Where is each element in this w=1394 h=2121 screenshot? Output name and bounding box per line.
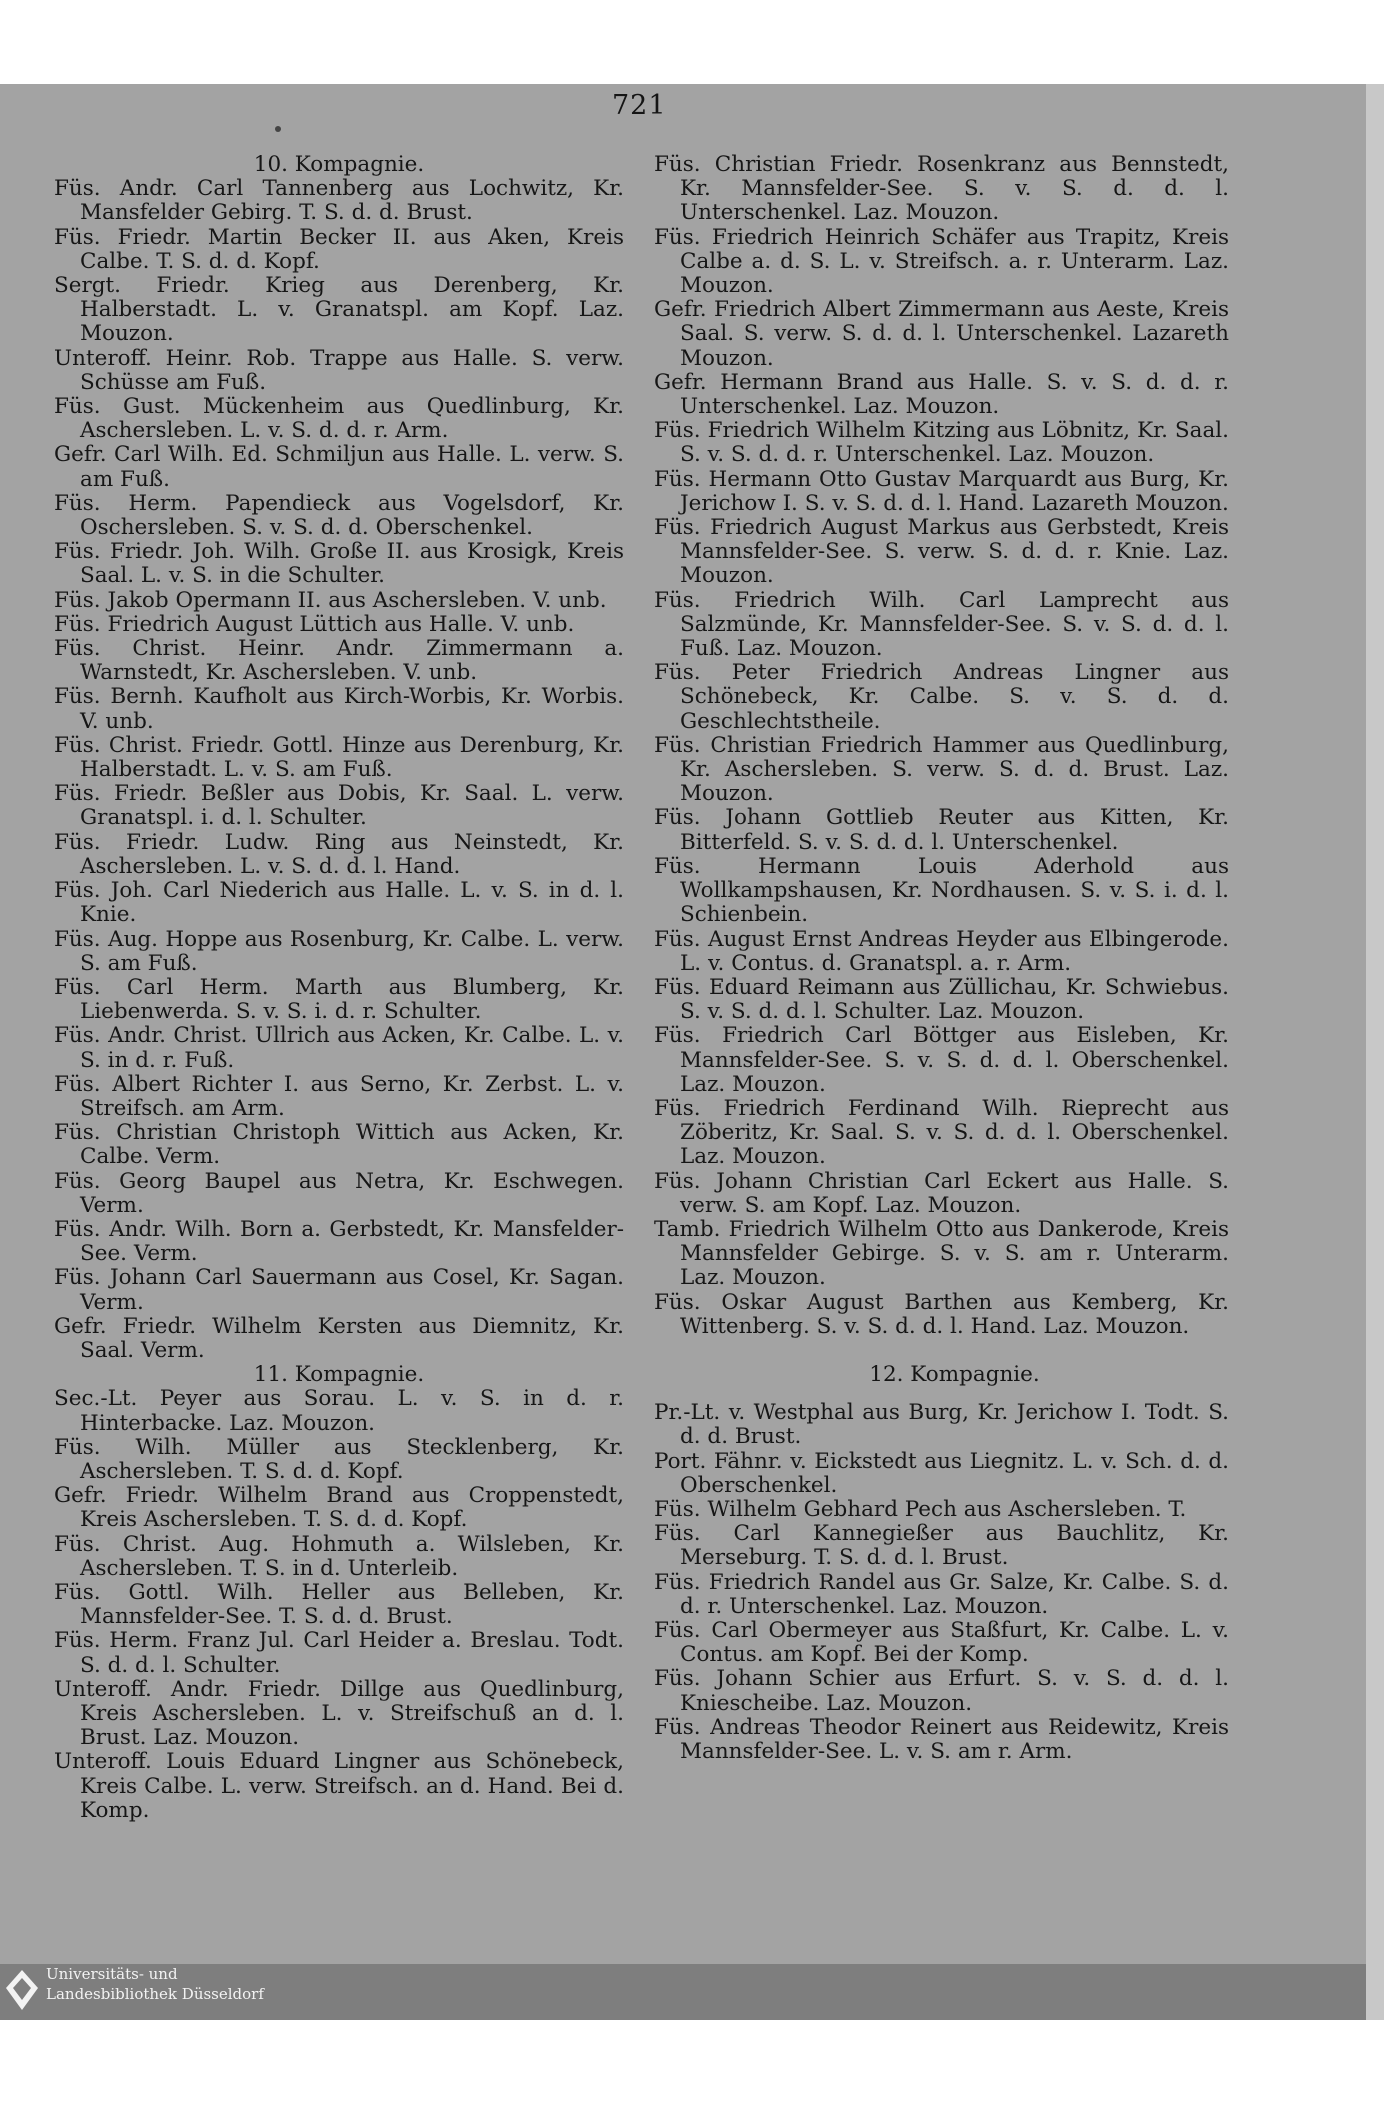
casualty-entry: Füs. Andreas Theodor Reinert aus Reidewitz, Kreis Mannsfelder-See. L. v. S. am r. Arm. [654, 1714, 1229, 1764]
casualty-entry: Füs. Hermann Otto Gustav Marquardt aus Burg, Kr. Jerichow I. S. v. S. d. d. l. Hand. Lazareth Mouzon. [654, 466, 1229, 516]
casualty-entry: Füs. August Ernst Andreas Heyder aus Elbingerode. L. v. Contus. d. Granatspl. a. r. Arm. [654, 926, 1229, 976]
casualty-entry: Füs. Friedrich Wilh. Carl Lamprecht aus Salzmünde, Kr. Mannsfelder-See. S. v. S. d. d. l. Fuß. Laz. Mouzon. [654, 587, 1229, 662]
section-heading: 10. Kompagnie. [253, 152, 425, 177]
casualty-entry: Füs. Johann Schier aus Erfurt. S. v. S. d. d. l. Kniescheibe. Laz. Mouzon. [654, 1666, 1229, 1716]
casualty-entry: Gefr. Friedrich Albert Zimmermann aus Aeste, Kreis Saal. S. verw. S. d. d. l. Unterschenkel. Lazareth Mouzon. [654, 297, 1229, 371]
library-name [46, 1964, 264, 2004]
page-number: 721 [612, 90, 667, 121]
casualty-entry: Füs. Wilh. Müller aus Stecklenberg, Kr. Aschersleben. T. S. d. d. Kopf. [54, 1434, 624, 1484]
casualty-entry: Sergt. Friedr. Krieg aus Derenberg, Kr. Halberstadt. L. v. Granatspl. am Kopf. Laz. Mouzon. [54, 273, 624, 347]
casualty-entry: Füs. Christ. Aug. Hohmuth a. Wilsleben, Kr. Aschersleben. T. S. in d. Unterleib. [54, 1531, 624, 1581]
casualty-entry: Füs. Friedr. Ludw. Ring aus Neinstedt, Kr. Aschersleben. L. v. S. d. d. l. Hand. [54, 829, 624, 879]
casualty-entry: Füs. Carl Kannegießer aus Bauchlitz, Kr. Merseburg. T. S. d. d. l. Brust. [654, 1521, 1229, 1571]
casualty-entry: Füs. Andr. Wilh. Born a. Gerbstedt, Kr. Mansfelder-See. Verm. [54, 1216, 624, 1267]
casualty-entry: Füs. Herm. Franz Jul. Carl Heider a. Breslau. Todt. S. d. d. l. Schulter. [54, 1628, 624, 1678]
casualty-entry: Füs. Christ. Friedr. Gottl. Hinze aus Derenburg, Kr. Halberstadt. L. v. S. am Fuß. [54, 732, 624, 783]
section-heading: 12. Kompagnie. [869, 1361, 1040, 1387]
casualty-entry: Füs. Friedr. Martin Becker II. aus Aken, Kreis Calbe. T. S. d. d. Kopf. [54, 224, 624, 274]
casualty-entry: Gefr. Friedr. Wilhelm Brand aus Croppenstedt, Kreis Aschersleben. T. S. d. d. Kopf. [54, 1483, 624, 1533]
casualty-entry: Pr.-Lt. v. Westphal aus Burg, Kr. Jerichow I. Todt. S. d. d. Brust. [654, 1400, 1229, 1450]
casualty-entry: Füs. Wilhelm Gebhard Pech aus Aschersleben. T. [654, 1496, 1187, 1522]
casualty-entry: Füs. Bernh. Kaufholt aus Kirch-Worbis, Kr. Worbis. V. unb. [54, 684, 624, 734]
casualty-entry: Füs. Friedrich Randel aus Gr. Salze, Kr. Calbe. S. d. d. r. Unterschenkel. Laz. Mouzon. [654, 1569, 1229, 1619]
left-column [54, 153, 624, 1823]
casualty-entry: Füs. Friedrich August Lüttich aus Halle. V. unb. [54, 611, 575, 637]
casualty-entry: Füs. Johann Christian Carl Eckert aus Halle. S. verw. S. am Kopf. Laz. Mouzon. [654, 1168, 1229, 1218]
casualty-entry: Füs. Albert Richter I. aus Serno, Kr. Zerbst. L. v. Streifsch. am Arm. [54, 1071, 624, 1121]
casualty-entry: Füs. Eduard Reimann aus Züllichau, Kr. Schwiebus. S. v. S. d. d. l. Schulter. Laz. Mouzon. [654, 974, 1229, 1025]
casualty-entry: Füs. Gottl. Wilh. Heller aus Belleben, Kr. Mannsfelder-See. T. S. d. d. Brust. [54, 1579, 624, 1630]
casualty-entry: Füs. Georg Baupel aus Netra, Kr. Eschwegen. Verm. [54, 1168, 624, 1218]
casualty-entry: Füs. Oskar August Barthen aus Kemberg, Kr. Wittenberg. S. v. S. d. d. l. Hand. Laz. Mouzon. [654, 1289, 1229, 1339]
casualty-entry: Tamb. Friedrich Wilhelm Otto aus Dankerode, Kreis Mannsfelder Gebirge. S. v. S. am r. Unterarm. Laz. Mouzon. [654, 1216, 1229, 1291]
casualty-entry: Füs. Friedrich Ferdinand Wilh. Rieprecht aus Zöberitz, Kr. Saal. S. v. S. d. d. l. Oberschenkel. Laz. Mouzon. [654, 1095, 1229, 1170]
casualty-entry: Füs. Friedrich August Markus aus Gerbstedt, Kreis Mannsfelder-See. S. verw. S. d. d. r. Knie. Laz. Mouzon. [654, 515, 1229, 589]
library-name-line-1: Universitäts- und [46, 1965, 178, 1983]
casualty-entry: Füs. Gust. Mückenheim aus Quedlinburg, Kr. Aschersleben. L. v. S. d. d. r. Arm. [54, 394, 624, 444]
casualty-entry: Füs. Christian Friedrich Hammer aus Quedlinburg, Kr. Aschersleben. S. verw. S. d. d. Brust. Laz. Mouzon. [654, 732, 1229, 807]
casualty-entry: Füs. Friedr. Joh. Wilh. Große II. aus Krosigk, Kreis Saal. L. v. S. in die Schulter. [54, 539, 624, 589]
casualty-entry: Füs. Andr. Christ. Ullrich aus Acken, Kr. Calbe. L. v. S. in d. r. Fuß. [54, 1023, 624, 1073]
casualty-entry: Füs. Hermann Louis Aderhold aus Wollkampshausen, Kr. Nordhausen. S. v. S. i. d. l. Schienbein. [654, 853, 1229, 928]
casualty-entry: Füs. Joh. Carl Niederich aus Halle. L. v. S. in d. l. Knie. [54, 878, 624, 928]
casualty-entry: Füs. Friedrich Carl Böttger aus Eisleben, Kr. Mannsfelder-See. S. v. S. d. d. l. Oberschenkel. Laz. Mouzon. [654, 1023, 1229, 1097]
casualty-entry: Gefr. Carl Wilh. Ed. Schmiljun aus Halle. L. verw. S. am Fuß. [54, 442, 624, 492]
casualty-entry: Gefr. Friedr. Wilhelm Kersten aus Diemnitz, Kr. Saal. Verm. [54, 1313, 624, 1363]
casualty-entry: Gefr. Hermann Brand aus Halle. S. v. S. d. d. r. Unterschenkel. Laz. Mouzon. [654, 369, 1229, 420]
casualty-entry: Füs. Friedrich Wilhelm Kitzing aus Löbnitz, Kr. Saal. S. v. S. d. d. r. Unterschenkel. Laz. Mouzon. [654, 418, 1229, 468]
casualty-entry: Unteroff. Andr. Friedr. Dillge aus Quedlinburg, Kreis Aschersleben. L. v. Streifschuß an d. l. Brust. Laz. Mouzon. [54, 1676, 624, 1751]
casualty-entry: Füs. Johann Carl Sauermann aus Cosel, Kr. Sagan. Verm. [54, 1265, 624, 1315]
casualty-entry: Füs. Friedrich Heinrich Schäfer aus Trapitz, Kreis Calbe a. d. S. L. v. Streifsch. a. r. Unterarm. Laz. Mouzon. [654, 224, 1229, 299]
casualty-entry: Port. Fähnr. v. Eickstedt aus Liegnitz. L. v. Sch. d. d. Oberschenkel. [654, 1448, 1229, 1498]
casualty-entry: Füs. Christian Friedr. Rosenkranz aus Bennstedt, Kr. Mannsfelder-See. S. v. S. d. d. l. Unterschenkel. Laz. Mouzon. [654, 152, 1229, 226]
casualty-entry: Füs. Christ. Heinr. Andr. Zimmermann a. Warnstedt, Kr. Aschersleben. V. unb. [54, 636, 624, 686]
casualty-entry: Unteroff. Louis Eduard Lingner aus Schönebeck, Kreis Calbe. L. verw. Streifsch. an d. Hand. Bei d. Komp. [54, 1749, 624, 1823]
casualty-entry: Füs. Friedr. Beßler aus Dobis, Kr. Saal. L. verw. Granatspl. i. d. l. Schulter. [54, 781, 624, 831]
casualty-entry: Füs. Herm. Papendieck aus Vogelsdorf, Kr. Oschersleben. S. v. S. d. d. Oberschenkel. [54, 490, 624, 541]
casualty-entry: Füs. Peter Friedrich Andreas Lingner aus Schönebeck, Kr. Calbe. S. v. S. d. d. Geschlechtstheile. [654, 660, 1229, 734]
casualty-entry: Füs. Andr. Carl Tannenberg aus Lochwitz, Kr. Mansfelder Gebirg. T. S. d. d. Brust. [54, 176, 624, 226]
casualty-entry: Füs. Christian Christoph Wittich aus Acken, Kr. Calbe. Verm. [54, 1120, 624, 1170]
casualty-entry: Füs. Carl Obermeyer aus Staßfurt, Kr. Calbe. L. v. Contus. am Kopf. Bei der Komp. [654, 1617, 1229, 1668]
casualty-entry: Füs. Aug. Hoppe aus Rosenburg, Kr. Calbe. L. verw. S. am Fuß. [54, 926, 624, 976]
ink-speck [275, 126, 281, 132]
casualty-entry: Unteroff. Heinr. Rob. Trappe aus Halle. S. verw. Schüsse am Fuß. [54, 345, 624, 395]
casualty-entry: Füs. Jakob Opermann II. aus Aschersleben. V. unb. [54, 587, 607, 613]
right-column [654, 153, 1229, 1764]
library-name-line-2: Landesbibliothek Düsseldorf [46, 1985, 264, 2003]
library-logo-icon [4, 1968, 40, 2012]
casualty-entry: Füs. Carl Herm. Marth aus Blumberg, Kr. Liebenwerda. S. v. S. i. d. r. Schulter. [54, 974, 624, 1025]
casualty-entry: Sec.-Lt. Peyer aus Sorau. L. v. S. in d. r. Hinterbacke. Laz. Mouzon. [54, 1386, 624, 1436]
casualty-entry: Füs. Johann Gottlieb Reuter aus Kitten, Kr. Bitterfeld. S. v. S. d. d. l. Unterschenkel. [654, 805, 1229, 855]
section-heading: 11. Kompagnie. [253, 1362, 425, 1388]
